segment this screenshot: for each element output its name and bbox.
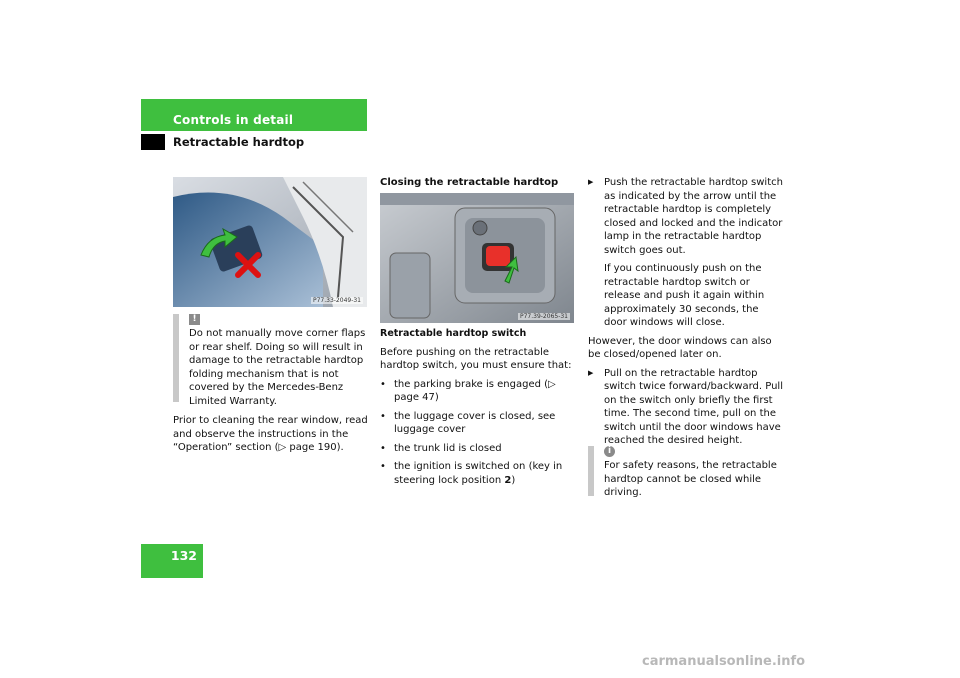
list-item bbox=[380, 460, 578, 487]
warning-note bbox=[173, 314, 367, 407]
however-text: However, the door windows can also be closed/opened later on. bbox=[588, 335, 772, 360]
step-pull: ▶ Pull on the retractable hardtop switch twice forward/backward. Pull on the switch only briefly the first time. The second time, pull on the switch until the door windows have reached the desired height. bbox=[588, 367, 784, 448]
section-title: Controls in detail bbox=[173, 113, 294, 127]
info-icon: i bbox=[604, 446, 615, 457]
subsection-title: Retractable hardtop bbox=[173, 135, 305, 149]
photo-code: P77.39-2065-31 bbox=[519, 313, 568, 320]
ignition-position: 2 bbox=[504, 474, 512, 486]
list-item: • the parking brake is engaged (▷ page 47) bbox=[380, 378, 578, 405]
precondition-list bbox=[380, 378, 578, 488]
section-header bbox=[141, 99, 367, 131]
cleaning-text: Prior to cleaning the rear window, read and observe the instructions in the “Operation” section (▷ page 190). bbox=[173, 415, 368, 453]
right-text bbox=[588, 176, 784, 453]
section-marker bbox=[141, 134, 165, 150]
list-item: • the luggage cover is closed, see luggage cover bbox=[380, 410, 578, 437]
hardtop-corner-illustration bbox=[173, 177, 367, 307]
list-item: • the trunk lid is closed bbox=[380, 442, 578, 456]
step-push-note: If you continuously push on the retractable hardtop switch or release and push it again within approximately 30 seconds, the door windows will close. bbox=[604, 263, 765, 328]
closing-heading: Closing the retractable hardtop bbox=[380, 177, 559, 188]
hardtop-switch-illustration bbox=[380, 193, 574, 323]
hardtop-corner-photo bbox=[173, 177, 367, 307]
ignition-text: the ignition is switched on (key in steering lock position bbox=[394, 461, 563, 486]
page-number: 132 bbox=[141, 544, 203, 578]
watermark: carmanualsonline.info bbox=[642, 654, 806, 669]
warning-icon: ! bbox=[189, 314, 200, 325]
step-push: ▶ Push the retractable hardtop switch as indicated by the arrow until the retractable hardtop is completely closed and locked and the indicator lamp in the retractable hardtop switch goes out. bbox=[588, 176, 784, 257]
info-text: For safety reasons, the retractable hardtop cannot be closed while driving. bbox=[604, 460, 777, 498]
warning-text: Do not manually move corner flaps or rear shelf. Doing so will result in damage to the retractable hardtop folding mechanism that is not covered by the Mercedes-Benz Limited Warranty. bbox=[189, 328, 366, 407]
photo-caption: Retractable hardtop switch bbox=[380, 328, 527, 339]
photo-code: P77.33-2049-31 bbox=[312, 297, 361, 304]
intro-text: Before pushing on the retractable hardtop switch, you must ensure that: bbox=[380, 346, 572, 371]
hardtop-switch-photo bbox=[380, 193, 574, 323]
ignition-end: ) bbox=[511, 474, 516, 486]
cleaning-paragraph bbox=[173, 414, 369, 455]
info-note bbox=[588, 446, 784, 496]
middle-text bbox=[380, 327, 578, 492]
